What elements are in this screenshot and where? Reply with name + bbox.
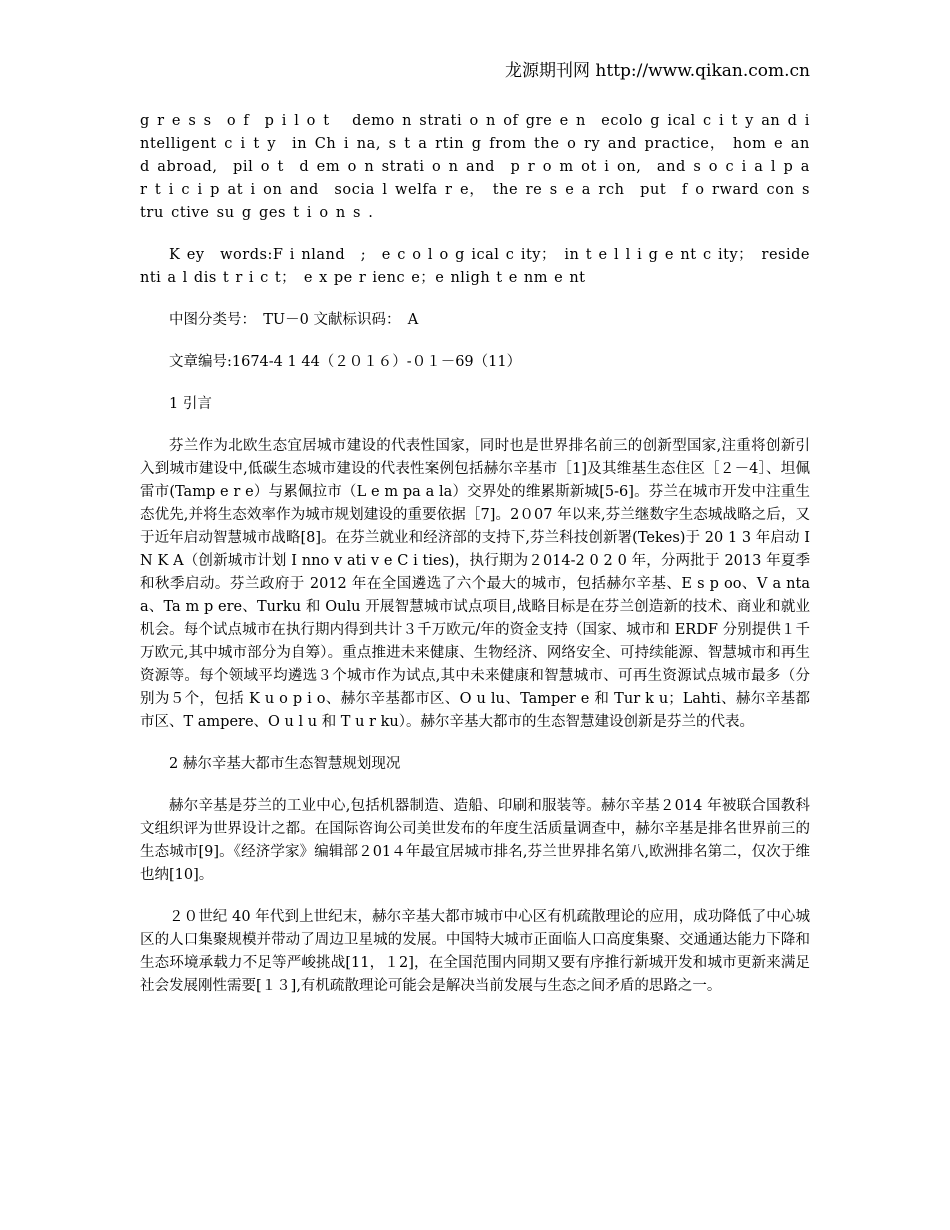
section-heading: 1 引言	[169, 396, 212, 412]
section-helsinki-planning	[140, 753, 810, 998]
section-heading: 2 赫尔辛基大都市生态智慧规划现况	[169, 756, 401, 772]
section-introduction	[140, 393, 810, 734]
journal-source-header: 龙源期刊网 http://www.qikan.com.cn	[505, 61, 810, 81]
abstract-english-tail: g r e s s o f p i l o t demo n strati o n of gre e n ecolo g ical c i t y an d intelligent c i t y in Ch i na, s t a rtin g from the o ry and practice， hom e and abroad, pil o t d em o n strati o n and p r o m ot i on, and s o c i a l p a r t i c i p at i on and socia l welfa r e， the re s e a rch put f o rward con s tru ctive su g ges t i o n s .	[140, 113, 810, 221]
section-paragraph: ２０世纪 40 年代到上世纪末，赫尔辛基大都市城市中心区有机疏散理论的应用，成功降低了中心城区的人口集聚规模并带动了周边卫星城的发展。中国特大城市正面临人口高度集聚、交通通达能力下降和生态环境承载力不足等严峻挑战[11，１2]，在全国范围内同期又要有序推行新城开发和城市更新来满足社会发展刚性需要[１３],有机疏散理论可能会是解决当前发展与生态之间矛盾的思路之一。	[140, 909, 810, 994]
keywords-english: K ey words:F i nland ; e c o l o g ical c ity； in t e l l i g e nt c ity； residenti a l dis t r i c t； e x pe r ienc e；e nligh t e nm e nt	[140, 247, 810, 286]
section-paragraph: 芬兰作为北欧生态宜居城市建设的代表性国家，同时也是世界排名前三的创新型国家,注重将创新引入到城市建设中,低碳生态城市建设的代表性案例包括赫尔辛基市［1]及其维基生态住区［２－4］、坦佩雷市(Tamp e r e）与累佩拉市（L e m pa a la）交界处的维累斯新城[5-6]。芬兰在城市开发中注重生态优先,并将生态效率作为城市规划建设的重要依据［7]。2０07 年以来,芬兰继数字生态城战略之后，又于近年启动智慧城市战略[8]。在芬兰就业和经济部的支持下,芬兰科技创新署(Tekes)于 20 1 3 年启动 IN K A（创新城市计划 I nno v ati v e C i ties)，执行期为２014-2 0 2 0 年，分两批于 2013 年夏季和秋季启动。芬兰政府于 2012 年在全国遴选了六个最大的城市，包括赫尔辛基、E s p oo、V a ntaa、Ta m p ere、Turku 和 Oulu 开展智慧城市试点项目,战略目标是在芬兰创造新的技术、商业和就业机会。每个试点城市在执行期内得到共计３千万欧元/年的资金支持（国家、城市和 ERDF 分别提供１千万欧元,其中城市部分为自筹）。重点推进未来健康、生物经济、网络安全、可持续能源、智慧城市和再生资源等。每个领域平均遴选３个城市作为试点,其中未来健康和智慧城市、可再生资源试点城市最多（分别为５个，包括 K u o p i o、赫尔辛基都市区、O u lu、Tamper e 和 Tur k u；Lahti、赫尔辛基都市区、T ampere、O u l u 和 T u r ku）。赫尔辛基大都市的生态智慧建设创新是芬兰的代表。	[140, 438, 810, 730]
section-paragraph: 赫尔辛基是芬兰的工业中心,包括机器制造、造船、印刷和服装等。赫尔辛基２014 年被联合国教科文组织评为世界设计之都。在国际咨询公司美世发布的年度生活质量调查中，赫尔辛基是排名世界前三的生态城市[9]。《经济学家》编辑部２01４年最宜居城市排名,芬兰世界排名第八,欧洲排名第二，仅次于维也纳[10]。	[140, 798, 810, 883]
article-number-line: 文章编号:1674-4 1 44（２０１６）-０１－69（11）	[169, 354, 522, 370]
classification-line: 中图分类号： TU－0 文献标识码： A	[169, 312, 419, 328]
article-body	[140, 110, 810, 1017]
